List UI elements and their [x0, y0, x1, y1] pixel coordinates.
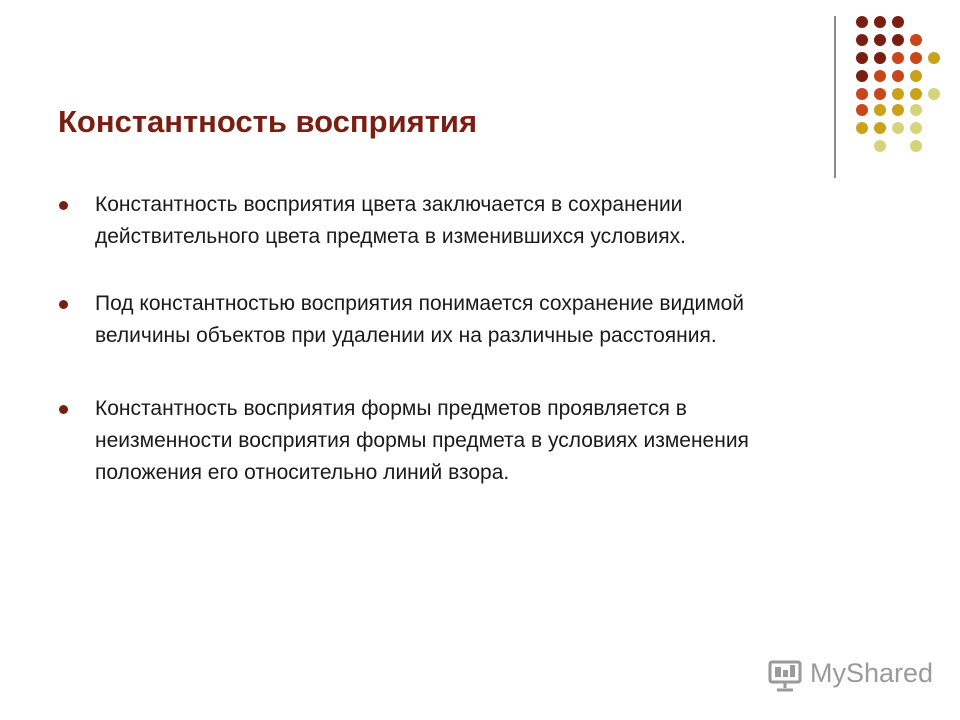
decor-dot — [874, 140, 886, 152]
decor-dot — [856, 104, 868, 116]
bullet-text — [95, 288, 915, 352]
decor-dot — [892, 122, 904, 134]
decor-dot — [874, 104, 886, 116]
bullet-marker — [59, 405, 68, 414]
bullet-line: положения его относительно линий взора. — [95, 461, 510, 484]
decor-dot — [874, 52, 886, 64]
decor-dot — [892, 52, 904, 64]
decor-dot — [856, 16, 868, 28]
decor-dot — [874, 122, 886, 134]
decor-dot — [892, 70, 904, 82]
decor-dot — [910, 104, 922, 116]
decor-dot — [856, 122, 868, 134]
decor-dot — [856, 88, 868, 100]
vertical-divider — [834, 16, 836, 178]
decor-dot — [892, 16, 904, 28]
bullet-line: Под константностью восприятия понимается сохранение видимой — [95, 292, 745, 315]
decor-dot — [910, 52, 922, 64]
bullet-text — [95, 189, 915, 253]
decor-dot — [874, 88, 886, 100]
decor-dot — [892, 34, 904, 46]
myshared-watermark — [764, 656, 934, 696]
bullet-line: Константность восприятия цвета заключается в сохранении — [95, 193, 683, 216]
decor-dot — [910, 140, 922, 152]
decor-dot — [910, 70, 922, 82]
slide-title: Константность восприятия — [58, 104, 478, 139]
decor-dot — [910, 122, 922, 134]
decor-dot — [928, 88, 940, 100]
bullet-marker — [59, 201, 68, 210]
decor-dot — [856, 52, 868, 64]
decor-dot — [910, 34, 922, 46]
bullet-line: неизменности восприятия формы предмета в условиях изменения — [95, 429, 749, 452]
bullet-marker — [59, 300, 68, 309]
decor-dot — [856, 70, 868, 82]
watermark-text: MyShared — [810, 658, 934, 688]
decor-dot — [874, 70, 886, 82]
decorative-dot-grid — [0, 0, 960, 200]
decor-dot — [892, 104, 904, 116]
presentation-icon — [766, 656, 806, 696]
bullet-line: Константность восприятия формы предметов проявляется в — [95, 397, 687, 420]
bullet-line: действительного цвета предмета в изменившихся условиях. — [95, 225, 686, 248]
bullet-text — [95, 393, 915, 489]
bullet-line: величины объектов при удалении их на различные расстояния. — [95, 324, 717, 347]
decor-dot — [874, 34, 886, 46]
decor-dot — [928, 52, 940, 64]
decor-dot — [892, 88, 904, 100]
decor-dot — [874, 16, 886, 28]
decor-dot — [856, 34, 868, 46]
decor-dot — [910, 88, 922, 100]
